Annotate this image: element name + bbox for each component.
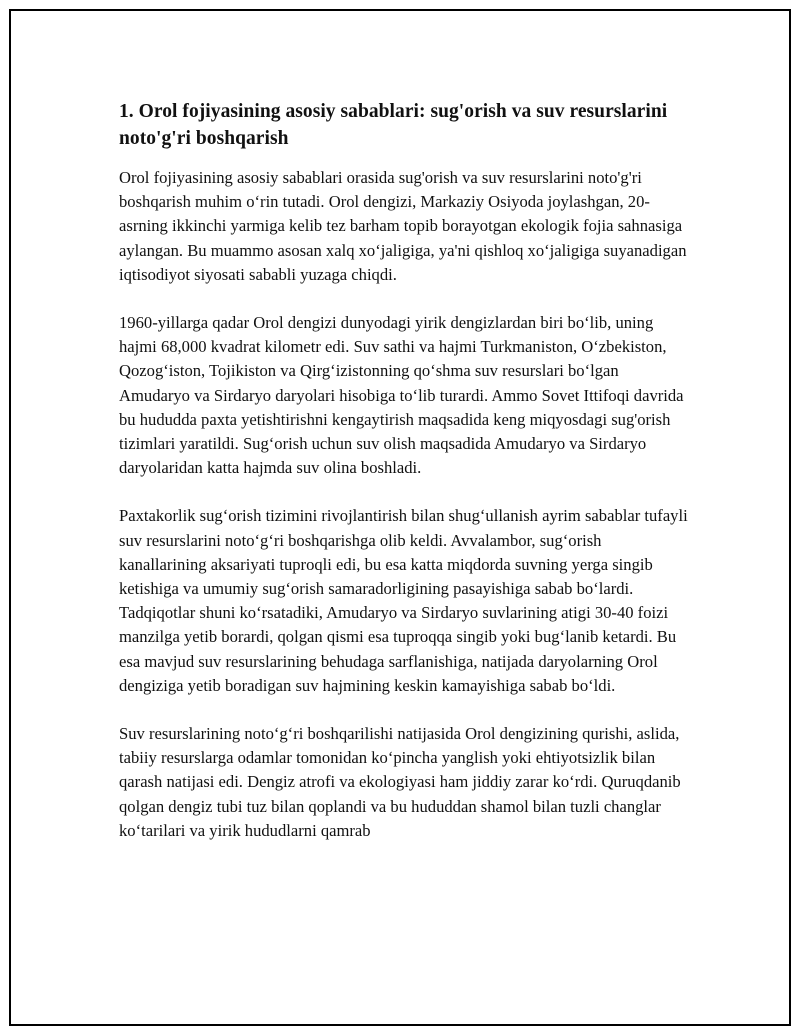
document-body xyxy=(119,98,689,867)
section-title: 1. Orol fojiyasining asosiy sabablari: sug'orish va suv resurslarini noto'g'ri boshqarish xyxy=(119,101,668,149)
paragraph-1: Orol fojiyasining asosiy sabablari orasida sug'orish va suv resurslarini noto'g'ri boshqarish muhim o‘rin tutadi. Orol dengizi, Markaziy Osiyoda joylashgan, 20-asrning ikkinchi yarmiga kelib tez barham topib borayotgan ekologik fojia sahnasiga aylangan. Bu muammo asosan xalq xo‘jaligiga, ya'ni qishloq xo‘jaligiga suyanadigan iqtisodiyot siyosati sababli yuzaga chiqdi. xyxy=(119,168,687,284)
paragraph-3: Paxtakorlik sug‘orish tizimini rivojlantirish bilan shug‘ullanish ayrim sabablar tufayli suv resurslarini noto‘g‘ri boshqarishga olib keldi. Avvalambor, sug‘orish kanallarining aksariyati tuproqli edi, bu esa katta miqdorda suvning yerga singib ketishiga va umumiy sug‘orish samaradorligining pasayishiga sabab bo‘lardi. Tadqiqotlar shuni ko‘rsatadiki, Amudaryo va Sirdaryo suvlarining atigi 30-40 foizi manzilga yetib borardi, qolgan qismi esa tuproqqa singib yoki bug‘lanib ketardi. Bu esa mavjud suv resurslarining behudaga sarflanishiga, natijada daryolarning Orol dengiziga yetib boradigan suv hajmining keskin kamayishiga sabab bo‘ldi. xyxy=(119,506,688,695)
paragraph-4: Suv resurslarining noto‘g‘ri boshqarilishi natijasida Orol dengizining qurishi, aslida, tabiiy resurslarga odamlar tomonidan ko‘pincha yanglish yoki ehtiyotsizlik bilan qarash natijasi edi. Dengiz atrofi va ekologiyasi ham jiddiy zarar ko‘rdi. Quruqdanib qolgan dengiz tubi tuz bilan qoplandi va bu hududdan shamol bilan tuzli changlar ko‘tarilari va yirik hududlarni qamrab xyxy=(119,724,681,840)
page-frame xyxy=(9,9,791,1026)
paragraph-2: 1960-yillarga qadar Orol dengizi dunyodagi yirik dengizlardan biri bo‘lib, uning hajmi 68,000 kvadrat kilometr edi. Suv sathi va hajmi Turkmaniston, O‘zbekiston, Qozog‘iston, Tojikiston va Qirg‘izistonning qo‘shma suv resurslari bo‘lgan Amudaryo va Sirdaryo daryolari hisobiga to‘lib turardi. Ammo Sovet Ittifoqi davrida bu hududda paxta yetishtirishni kengaytirish maqsadida keng miqyosdagi sug'orish tizimlari yaratildi. Sug‘orish uchun suv olish maqsadida Amudaryo va Sirdaryo daryolaridan katta hajmda suv olina boshladi. xyxy=(119,313,684,478)
